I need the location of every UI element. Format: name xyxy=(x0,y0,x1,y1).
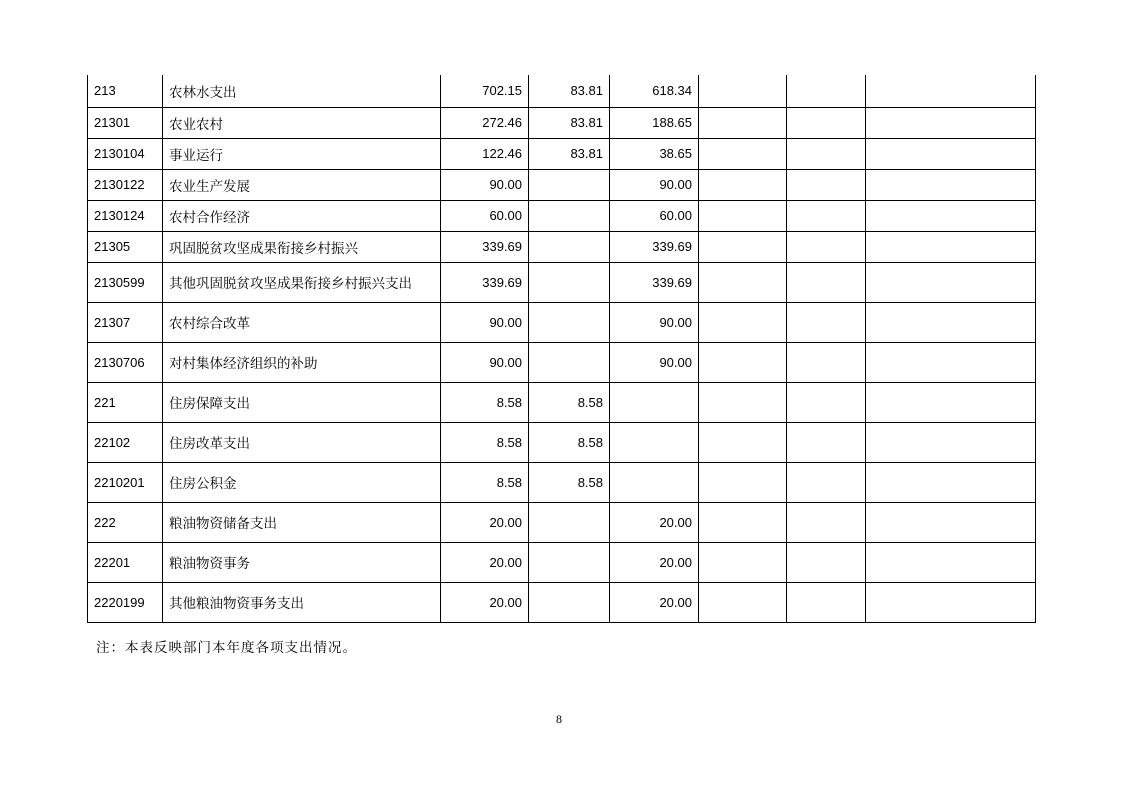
cell-basic xyxy=(529,502,610,542)
cell-project: 90.00 xyxy=(610,169,699,200)
cell-col4 xyxy=(699,302,787,342)
cell-code: 2130104 xyxy=(88,138,163,169)
cell-col4 xyxy=(699,200,787,231)
cell-col6 xyxy=(866,582,1036,622)
cell-basic: 8.58 xyxy=(529,462,610,502)
cell-col5 xyxy=(787,422,866,462)
cell-basic xyxy=(529,200,610,231)
cell-col5 xyxy=(787,582,866,622)
cell-col5 xyxy=(787,262,866,302)
table-row xyxy=(88,582,1036,622)
cell-project: 339.69 xyxy=(610,262,699,302)
cell-col4 xyxy=(699,582,787,622)
cell-name: 农业生产发展 xyxy=(163,169,441,200)
cell-col4 xyxy=(699,138,787,169)
cell-col5 xyxy=(787,169,866,200)
cell-code: 21305 xyxy=(88,231,163,262)
table-row xyxy=(88,502,1036,542)
cell-name: 巩固脱贫攻坚成果衔接乡村振兴 xyxy=(163,231,441,262)
cell-col5 xyxy=(787,382,866,422)
cell-project: 38.65 xyxy=(610,138,699,169)
cell-basic: 83.81 xyxy=(529,138,610,169)
cell-project xyxy=(610,422,699,462)
cell-col6 xyxy=(866,200,1036,231)
cell-project: 20.00 xyxy=(610,542,699,582)
cell-project: 618.34 xyxy=(610,75,699,107)
table-row xyxy=(88,107,1036,138)
cell-project: 60.00 xyxy=(610,200,699,231)
cell-code: 2130122 xyxy=(88,169,163,200)
cell-basic xyxy=(529,302,610,342)
cell-col6 xyxy=(866,107,1036,138)
cell-col6 xyxy=(866,302,1036,342)
cell-basic xyxy=(529,542,610,582)
cell-basic xyxy=(529,231,610,262)
cell-total: 702.15 xyxy=(441,75,529,107)
cell-basic: 83.81 xyxy=(529,75,610,107)
cell-col4 xyxy=(699,422,787,462)
cell-total: 90.00 xyxy=(441,169,529,200)
cell-name: 农村合作经济 xyxy=(163,200,441,231)
table-row xyxy=(88,382,1036,422)
cell-col4 xyxy=(699,75,787,107)
cell-basic xyxy=(529,169,610,200)
cell-code: 2220199 xyxy=(88,582,163,622)
cell-project: 339.69 xyxy=(610,231,699,262)
table-row xyxy=(88,138,1036,169)
table-row xyxy=(88,462,1036,502)
cell-project xyxy=(610,462,699,502)
cell-col6 xyxy=(866,231,1036,262)
cell-name: 农林水支出 xyxy=(163,75,441,107)
table-row xyxy=(88,231,1036,262)
cell-col4 xyxy=(699,107,787,138)
cell-total: 90.00 xyxy=(441,302,529,342)
table-row xyxy=(88,169,1036,200)
cell-code: 2130124 xyxy=(88,200,163,231)
cell-name: 对村集体经济组织的补助 xyxy=(163,342,441,382)
cell-col5 xyxy=(787,75,866,107)
cell-col6 xyxy=(866,138,1036,169)
cell-total: 339.69 xyxy=(441,262,529,302)
cell-project: 20.00 xyxy=(610,582,699,622)
cell-col4 xyxy=(699,542,787,582)
cell-col5 xyxy=(787,200,866,231)
cell-col6 xyxy=(866,422,1036,462)
cell-col4 xyxy=(699,462,787,502)
cell-name: 农村综合改革 xyxy=(163,302,441,342)
cell-name: 其他巩固脱贫攻坚成果衔接乡村振兴支出 xyxy=(163,262,441,302)
cell-total: 20.00 xyxy=(441,582,529,622)
cell-code: 21301 xyxy=(88,107,163,138)
cell-name: 农业农村 xyxy=(163,107,441,138)
cell-col4 xyxy=(699,169,787,200)
expense-table xyxy=(87,75,1036,623)
page-number: 8 xyxy=(556,712,562,726)
cell-name: 住房保障支出 xyxy=(163,382,441,422)
cell-basic: 8.58 xyxy=(529,382,610,422)
cell-code: 2210201 xyxy=(88,462,163,502)
cell-total: 20.00 xyxy=(441,542,529,582)
cell-code: 22201 xyxy=(88,542,163,582)
cell-col4 xyxy=(699,502,787,542)
cell-col4 xyxy=(699,262,787,302)
cell-total: 272.46 xyxy=(441,107,529,138)
table-row xyxy=(88,342,1036,382)
cell-basic xyxy=(529,342,610,382)
cell-basic xyxy=(529,582,610,622)
cell-total: 8.58 xyxy=(441,382,529,422)
cell-project: 90.00 xyxy=(610,302,699,342)
cell-col6 xyxy=(866,75,1036,107)
cell-project: 20.00 xyxy=(610,502,699,542)
cell-project: 90.00 xyxy=(610,342,699,382)
cell-name: 粮油物资事务 xyxy=(163,542,441,582)
cell-col5 xyxy=(787,231,866,262)
cell-col4 xyxy=(699,382,787,422)
cell-code: 2130599 xyxy=(88,262,163,302)
cell-col5 xyxy=(787,138,866,169)
cell-col4 xyxy=(699,342,787,382)
cell-col5 xyxy=(787,542,866,582)
cell-col5 xyxy=(787,302,866,342)
cell-col5 xyxy=(787,342,866,382)
cell-col6 xyxy=(866,542,1036,582)
table-row xyxy=(88,542,1036,582)
cell-project: 188.65 xyxy=(610,107,699,138)
cell-name: 粮油物资储备支出 xyxy=(163,502,441,542)
cell-col5 xyxy=(787,107,866,138)
cell-total: 20.00 xyxy=(441,502,529,542)
cell-name: 其他粮油物资事务支出 xyxy=(163,582,441,622)
cell-project xyxy=(610,382,699,422)
cell-basic: 83.81 xyxy=(529,107,610,138)
cell-basic xyxy=(529,262,610,302)
cell-col6 xyxy=(866,342,1036,382)
cell-basic: 8.58 xyxy=(529,422,610,462)
cell-col5 xyxy=(787,502,866,542)
cell-total: 8.58 xyxy=(441,422,529,462)
cell-code: 2130706 xyxy=(88,342,163,382)
cell-total: 339.69 xyxy=(441,231,529,262)
table-row xyxy=(88,75,1036,107)
cell-code: 213 xyxy=(88,75,163,107)
table-note: 注：本表反映部门本年度各项支出情况。 xyxy=(96,640,357,656)
cell-code: 222 xyxy=(88,502,163,542)
cell-total: 60.00 xyxy=(441,200,529,231)
cell-name: 住房公积金 xyxy=(163,462,441,502)
cell-col6 xyxy=(866,169,1036,200)
cell-col5 xyxy=(787,462,866,502)
cell-code: 21307 xyxy=(88,302,163,342)
cell-code: 22102 xyxy=(88,422,163,462)
cell-col6 xyxy=(866,462,1036,502)
table-row xyxy=(88,422,1036,462)
cell-code: 221 xyxy=(88,382,163,422)
cell-total: 90.00 xyxy=(441,342,529,382)
table-row xyxy=(88,200,1036,231)
cell-col6 xyxy=(866,262,1036,302)
cell-total: 8.58 xyxy=(441,462,529,502)
cell-total: 122.46 xyxy=(441,138,529,169)
table-row xyxy=(88,302,1036,342)
cell-name: 事业运行 xyxy=(163,138,441,169)
cell-name: 住房改革支出 xyxy=(163,422,441,462)
cell-col4 xyxy=(699,231,787,262)
cell-col6 xyxy=(866,382,1036,422)
table-row xyxy=(88,262,1036,302)
cell-col6 xyxy=(866,502,1036,542)
